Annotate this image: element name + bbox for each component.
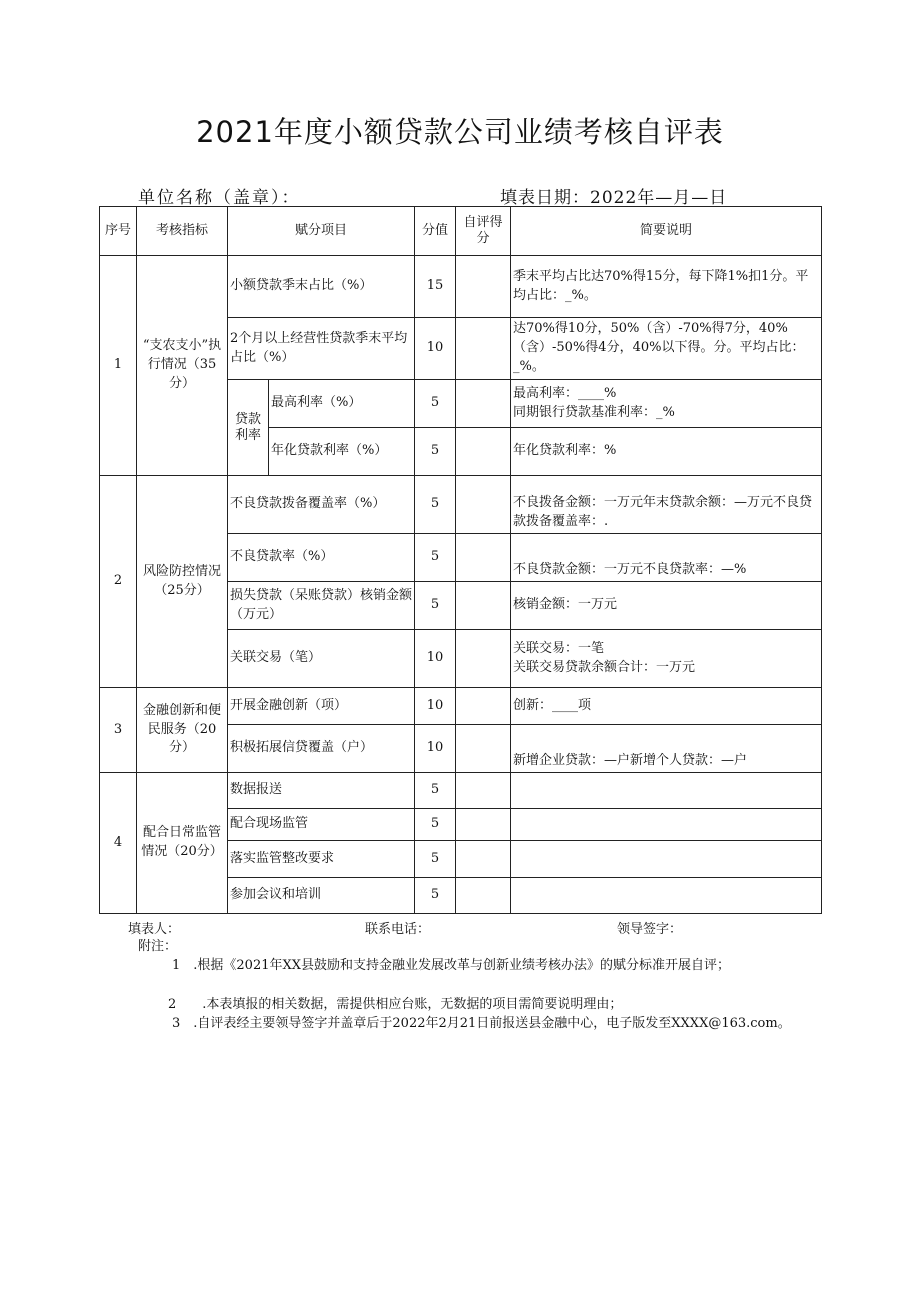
item-name: 数据报送 [228,773,415,809]
self-score-cell[interactable] [456,534,511,582]
self-score-cell[interactable] [456,256,511,318]
item-name: 年化贷款利率（%） [269,428,415,476]
table-row [100,476,822,534]
header-score: 分值 [415,207,456,256]
item-description: 创新：____项 [511,688,822,725]
item-description [511,773,822,809]
header-item: 赋分项目 [228,207,415,256]
item-score: 5 [415,809,456,841]
section-seq: 2 [100,476,137,688]
item-score: 10 [415,688,456,725]
section-seq: 1 [100,256,137,476]
table-row [100,688,822,725]
item-description: 不良贷款金额：一万元不良贷款率：—% [511,534,822,582]
self-score-cell[interactable] [456,688,511,725]
item-score: 10 [415,725,456,773]
item-name: 参加会议和培训 [228,878,415,914]
item-name: 关联交易（笔） [228,630,415,688]
item-description: 新增企业贷款：—户新增个人贷款：—户 [511,725,822,773]
item-description [511,878,822,914]
item-score: 5 [415,380,456,428]
item-score: 15 [415,256,456,318]
item-description [511,841,822,878]
self-score-cell[interactable] [456,725,511,773]
self-score-cell[interactable] [456,773,511,809]
filler-label: 填表人： [128,922,181,937]
section-seq: 4 [100,773,137,914]
self-score-cell[interactable] [456,809,511,841]
item-description: 达70%得10分，50%（含）-70%得7分，40%（含）-50%得4分，40%以下得。分。平均占比：_%。 [511,318,822,380]
item-name: 小额贷款季末占比（%） [228,256,415,318]
self-score-cell[interactable] [456,582,511,630]
table-row [100,256,822,318]
item-description: 季末平均占比达70%得15分，每下降1%扣1分。平均占比：_%。 [511,256,822,318]
self-score-cell[interactable] [456,630,511,688]
item-description: 核销金额：一万元 [511,582,822,630]
item-name: 配合现场监管 [228,809,415,841]
item-name: 损失贷款（呆账贷款）核销金额（万元） [228,582,415,630]
item-description: 最高利率：____% 同期银行贷款基准利率：_% [511,380,822,428]
item-score: 10 [415,318,456,380]
item-description [511,809,822,841]
section-indicator: 金融创新和便民服务（20分） [137,688,228,773]
item-score: 5 [415,534,456,582]
item-score: 5 [415,476,456,534]
item-description: 年化贷款利率：% [511,428,822,476]
item-name: 2个月以上经营性贷款季末平均占比（%） [228,318,415,380]
phone-label: 联系电话： [365,922,431,937]
item-name: 落实监管整改要求 [228,841,415,878]
self-score-cell[interactable] [456,841,511,878]
self-score-cell[interactable] [456,428,511,476]
item-name: 积极拓展信贷覆盖（户） [228,725,415,773]
header-row [100,207,822,256]
section-seq: 3 [100,688,137,773]
leader-signature-label: 领导签字： [617,922,683,937]
notes-label: 附注： [138,939,178,954]
table-row [100,773,822,809]
item-score: 5 [415,841,456,878]
header-self-score: 自评得分 [456,207,511,256]
note-3: 3 .自评表经主要领导签字并盖章后于2022年2月21日前报送县金融中心，电子版发至XXXX@163.com。 [172,1016,791,1031]
self-score-cell[interactable] [456,380,511,428]
item-score: 5 [415,878,456,914]
header-seq: 序号 [100,207,137,256]
item-name: 不良贷款率（%） [228,534,415,582]
item-name: 不良贷款拨备覆盖率（%） [228,476,415,534]
loan-rate-group: 贷款利率 [228,380,269,476]
section-indicator: 配合日常监管情况（20分） [137,773,228,914]
section-indicator: 风险防控情况（25分） [137,476,228,688]
note-2: 2 .本表填报的相关数据，需提供相应台账，无数据的项目需简要说明理由； [168,997,623,1012]
item-score: 5 [415,582,456,630]
evaluation-table [99,206,822,914]
header-indicator: 考核指标 [137,207,228,256]
self-score-cell[interactable] [456,476,511,534]
page-title: 2021年度小额贷款公司业绩考核自评表 [196,115,724,149]
item-name: 最高利率（%） [269,380,415,428]
note-1: 1 .根据《2021年XX县鼓励和支持金融业发展改革与创新业绩考核办法》的赋分标准开展自评； [172,958,730,973]
section-indicator: “支农支小”执行情况（35分） [137,256,228,476]
fill-date-label: 填表日期：2022年—月—日 [500,188,728,208]
self-score-cell[interactable] [456,318,511,380]
header-description: 简要说明 [511,207,822,256]
item-score: 5 [415,428,456,476]
item-name: 开展金融创新（项） [228,688,415,725]
unit-name-label: 单位名称（盖章）： [138,188,301,208]
self-score-cell[interactable] [456,878,511,914]
item-score: 10 [415,630,456,688]
item-score: 5 [415,773,456,809]
item-description: 关联交易：一笔 关联交易贷款余额合计：一万元 [511,630,822,688]
item-description: 不良拨备金额：一万元年末贷款余额：—万元不良贷款拨备覆盖率：. [511,476,822,534]
